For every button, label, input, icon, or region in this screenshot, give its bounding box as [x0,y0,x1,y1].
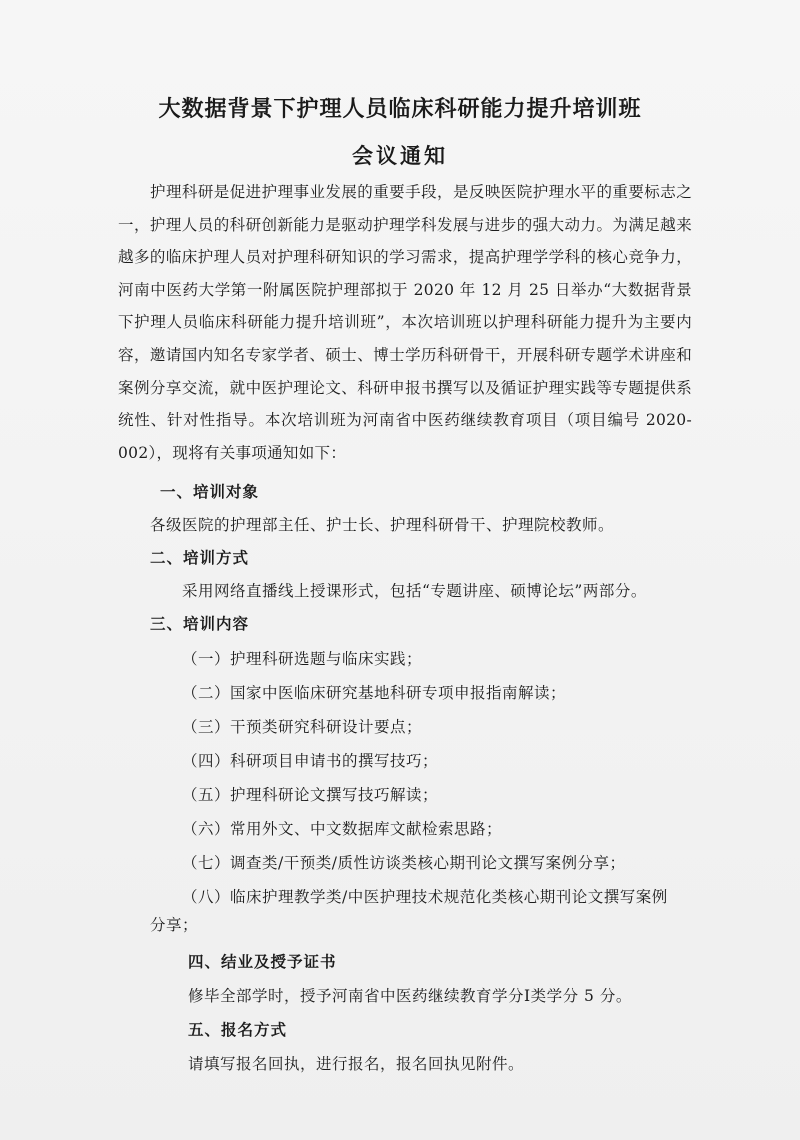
content-item: （四）科研项目申请书的撰写技巧； [182,752,439,770]
document-title: 大数据背景下护理人员临床科研能力提升培训班 [158,97,642,122]
content-item-8-line1: （八）临床护理教学类/中医护理技术规范化类核心期刊论文撰写案例 [182,888,668,906]
section-body-participants: 各级医院的护理部主任、护士长、护理科研骨干、护理院校教师。 [150,516,615,534]
content-item: （七）调查类/干预类/质性访谈类核心期刊论文撰写案例分享； [182,854,626,872]
section-body-registration: 请填写报名回执，进行报名，报名回执见附件。 [188,1055,525,1073]
intro-text: 护理科研是促进护理事业发展的重要手段，是反映医院护理水平的重要标志之一，护理人员的科研创新能力是驱动护理学科发展与进步的强大动力。为满足越来越多的临床护理人员对护理科研知识的学习需求，提高护理学学科的核心竞争力，河南中医药大学第一附属医院护理部拟于 2020 年 12 月 25 日举办“大数据背景下护理人员临床科研能力提升培训班”，本次培训班以护理科研能力提升为主要内容，邀请国内知名专家学者、硕士、博士学历科研骨干，开展科研专题学术讲座和案例分享交流，就中医护理论文、科研申报书撰写以及循证护理实践等专题提供系统性、针对性指导。本次培训班为河南省中医药继续教育项目（项目编号 2020-002），现将有关事项通知如下： [118,183,692,462]
section-heading-registration: 五、报名方式 [188,1021,288,1039]
content-item: （六）常用外文、中文数据库文献检索思路； [182,820,503,838]
content-item: （一）护理科研选题与临床实践； [182,650,423,668]
section-heading-participants: 一、培训对象 [160,483,260,501]
content-item: （五）护理科研论文撰写技巧解读； [182,786,439,804]
content-item-8-line2: 分享； [150,916,199,934]
section-body-method: 采用网络直播线上授课形式，包括“专题讲座、硕博论坛”两部分。 [182,582,647,600]
content-item: （三）干预类研究科研设计要点； [182,718,423,736]
section-heading-method: 二、培训方式 [150,549,250,567]
section-body-certificate: 修毕全部学时，授予河南省中医药继续教育学分Ⅰ类学分 5 分。 [188,987,632,1005]
section-heading-certificate: 四、结业及授予证书 [188,953,337,971]
section-heading-content: 三、培训内容 [150,615,250,633]
intro-paragraph [118,176,692,469]
document-subtitle: 会议通知 [352,144,448,168]
content-item: （二）国家中医临床研究基地科研专项申报指南解读； [182,684,567,702]
